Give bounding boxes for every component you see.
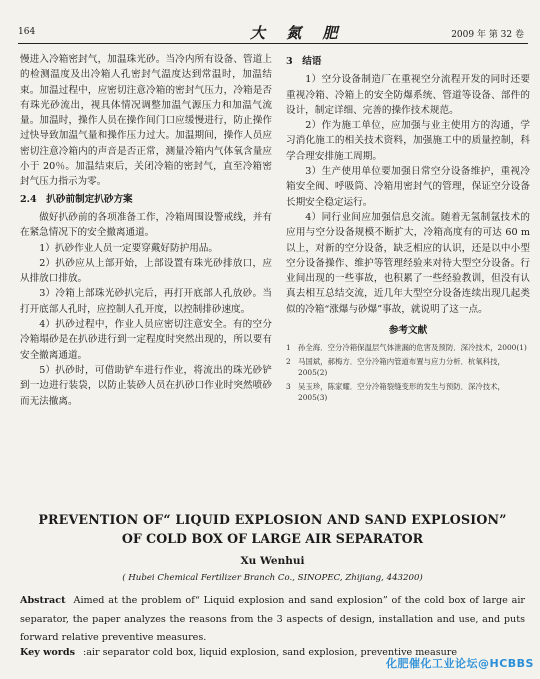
english-affiliation: ( Hubei Chemical Fertilizer Branch Co., SINOPEC, Zhijiang, 443200)	[122, 573, 423, 583]
reference-item	[286, 342, 530, 353]
list-item: 1）空分设备制造厂在重视空分流程开发的同时还要重视冷箱、冷箱上的安全防爆系统、管道等设备、部件的设计，制定详细、完善的操作技术规范。	[286, 74, 530, 116]
issue-info: 2009 年 第 32 卷	[451, 30, 524, 40]
list-item: 5）扒砂时，可借助铲车进行作业，将流出的珠光砂铲到一边进行装袋，以防止装砂人员在扒砂口作业时突然喷砂而无法撤离。	[20, 364, 272, 407]
english-title-line-1: PREVENTION OF“ LIQUID EXPLOSION AND SAND EXPLOSION”	[38, 512, 507, 527]
reference-number: 2	[286, 357, 291, 367]
page-header	[18, 22, 528, 42]
reference-text: 马国斌，郝梅方．空分冷箱内管道布置与应力分析．杭氧科技，2005(2)	[298, 357, 505, 378]
section-heading: 2.4 扒砂前制定扒砂方案	[20, 193, 133, 205]
list-item: 4）扒砂过程中，作业人员应密切注意安全。有的空分冷箱塌砂是在扒砂进行到一定程度时突然出现的，所以要有安全撤离通道。	[20, 319, 272, 361]
list-item: 3）生产使用单位要加强日常空分设备维护，重视冷箱安全阀、呼吸筒、冷箱用密封气的管理，保证空分设备长期安全稳定运行。	[286, 166, 530, 208]
references-list	[286, 342, 530, 403]
abstract-text: Aimed at the problem of“ Liquid explosion and sand explosion” of the cold box of large air separator, the paper analyzes the reasons from the 3 aspects of design, installation and use, and puts forward relative preventive measures.	[20, 595, 525, 643]
keywords-text: :air separator cold box, liquid explosion, sand explosion, preventive measure	[82, 647, 458, 658]
reference-number: 1	[286, 343, 291, 353]
list-item: 1）扒砂作业人员一定要穿戴好防护用品。	[39, 242, 218, 254]
header-rule	[18, 43, 528, 44]
list-item: 2）扒砂应从上部开始，上部设置有珠光砂排放口，应从排放口排放。	[20, 257, 272, 285]
left-column	[20, 52, 272, 409]
list-item: 3）冷箱上部珠光砂扒完后，再打开底部人孔放砂。当打开底部人孔时，应控制人孔开度，以控制排砂速度。	[20, 288, 272, 315]
reference-item	[286, 356, 530, 378]
reference-text: 吴玉珍，陈家耀．空分冷箱裂缝变形的发生与预防．深冷技术，2005(3)	[298, 382, 505, 403]
page-number: 164	[18, 27, 36, 37]
section-heading: 3 结语	[286, 56, 322, 67]
paragraph: 慢进入冷箱密封气，加温珠光砂。当冷内所有设备、管道上的检测温度及出冷箱人孔密封气温度达到常温时，加温结束。加温过程中，应密切注意冷箱的密封气压力，冷箱是否有珠光砂流出，视具体情况调整加温气源压力和加温气流量。加温时，操作人员在操作间门口应缓慢进行，防止操作过快导致加温气量和操作压力过大。加温期间，操作人员应密切注意冷箱内的声音是否正常，测量冷箱内气体氧含量应小于 20％。加温结束后，关闭冷箱的密封气，直至冷箱密封气压力指示为零。	[20, 54, 272, 188]
keywords-label: Key words	[20, 647, 75, 658]
english-abstract	[20, 592, 525, 648]
list-item: 4）同行业间应加强信息交流。随着无氢制氩技术的应用与空分设备规模不断扩大，冷箱高度有的可达 60 m 以上，对新的空分设备，缺乏相应的认识，还是以中小型空分设备操作、维护等管理经验来对待大型空分设备。行业间出现的一些事故，也积累了一些经验教训，但没有认真去相互总结交流，近几年大型空分设备连续出现几起类似的冷箱“涨爆与砂爆”事故，就说明了这一点。	[286, 211, 530, 315]
right-column	[286, 52, 530, 406]
english-title-line-2: OF COLD BOX OF LARGE AIR SEPARATOR	[121, 531, 424, 546]
references-title: 参考文献	[388, 325, 428, 337]
forum-watermark: 化肥催化工业论坛@HCBBS	[386, 657, 534, 670]
paragraph: 做好扒砂前的各项准备工作，冷箱周围设警戒线，并有在紧急情况下的安全撤离通道。	[20, 211, 272, 239]
abstract-label: Abstract	[20, 595, 66, 606]
english-author: Xu Wenhui	[240, 555, 305, 567]
reference-number: 3	[286, 382, 291, 392]
journal-logo: 大 氮 肥	[250, 24, 346, 42]
reference-item	[286, 381, 530, 403]
list-item: 2）作为施工单位，应加强与业主使用方的沟通，学习消化施工的相关技术资料，加强施工中的质量控制，科学合理安排施工周期。	[286, 120, 530, 162]
reference-text: 孙全海．空分冷箱保温层气体泄漏的危害及预防．深冷技术，2000(1)	[298, 343, 527, 353]
